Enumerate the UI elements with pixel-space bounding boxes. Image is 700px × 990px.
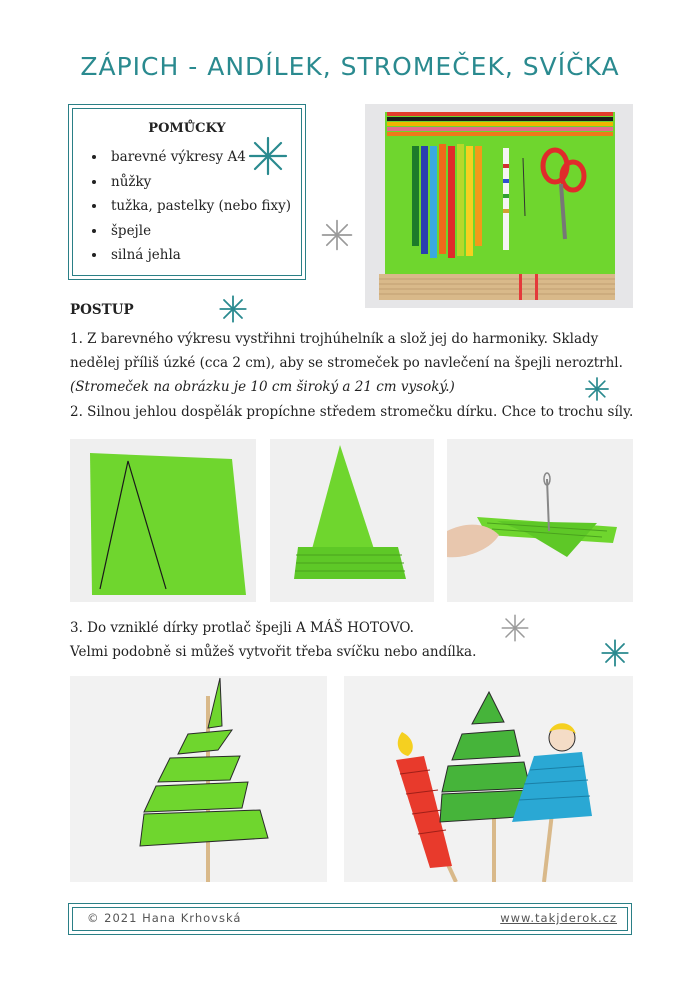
teal-snowflake-icon [584,376,610,402]
step3-text: 3. Do vzniklé dírky protlač špejli A MÁŠ HOTOVO. [70,620,414,636]
step1-text: 1. Z barevného výkresu vystřihni trojhúhelník a slož jej do harmoniky. Sklady [70,331,599,347]
grey-snowflake-icon [500,613,530,643]
step1-note: (Stromeček na obrázku je 10 cm široký a 21 cm vysoký.) [70,379,455,395]
website-link[interactable]: www.takjderok.cz [500,911,617,925]
copyright-text: © 2021 Hana Krhovská [87,911,242,925]
teal-snowflake-icon [248,136,288,176]
teal-snowflake-icon [600,638,630,668]
footer [68,903,632,935]
step-photo-pierce [447,439,633,602]
procedure-heading: POSTUP [70,302,134,318]
supplies-box [68,104,306,280]
step3-text: Velmi podobně si můžeš vytvořit třeba svíčku nebo andílka. [70,644,477,660]
supply-item: • silná jehla [107,243,291,268]
step2-text: 2. Silnou jehlou dospělák propíchne středem stromečku dírku. Chce to trochu síly. [70,404,634,420]
supply-item: • špejle [107,219,291,244]
supply-item: • tužka, pastelky (nebo fixy) [107,194,291,219]
finished-trio-photo [344,676,633,882]
teal-snowflake-icon [218,294,248,324]
supplies-photo [365,104,633,308]
grey-snowflake-icon [320,218,354,252]
page-title: ZÁPICH - ANDÍLEK, STROMEČEK, SVÍČKA [80,52,620,81]
step-photo-folded [270,439,434,602]
finished-tree-photo [70,676,327,882]
supply-item: • nůžky [107,170,291,195]
step-photo-triangle [70,439,256,602]
supplies-heading: POMŮCKY [148,121,226,136]
supply-item: • barevné výkresy A4 [107,145,291,170]
step1-text: nedělej příliš úzké (cca 2 cm), aby se stromeček po navlečení na špejli neroztrhl. [70,355,623,371]
